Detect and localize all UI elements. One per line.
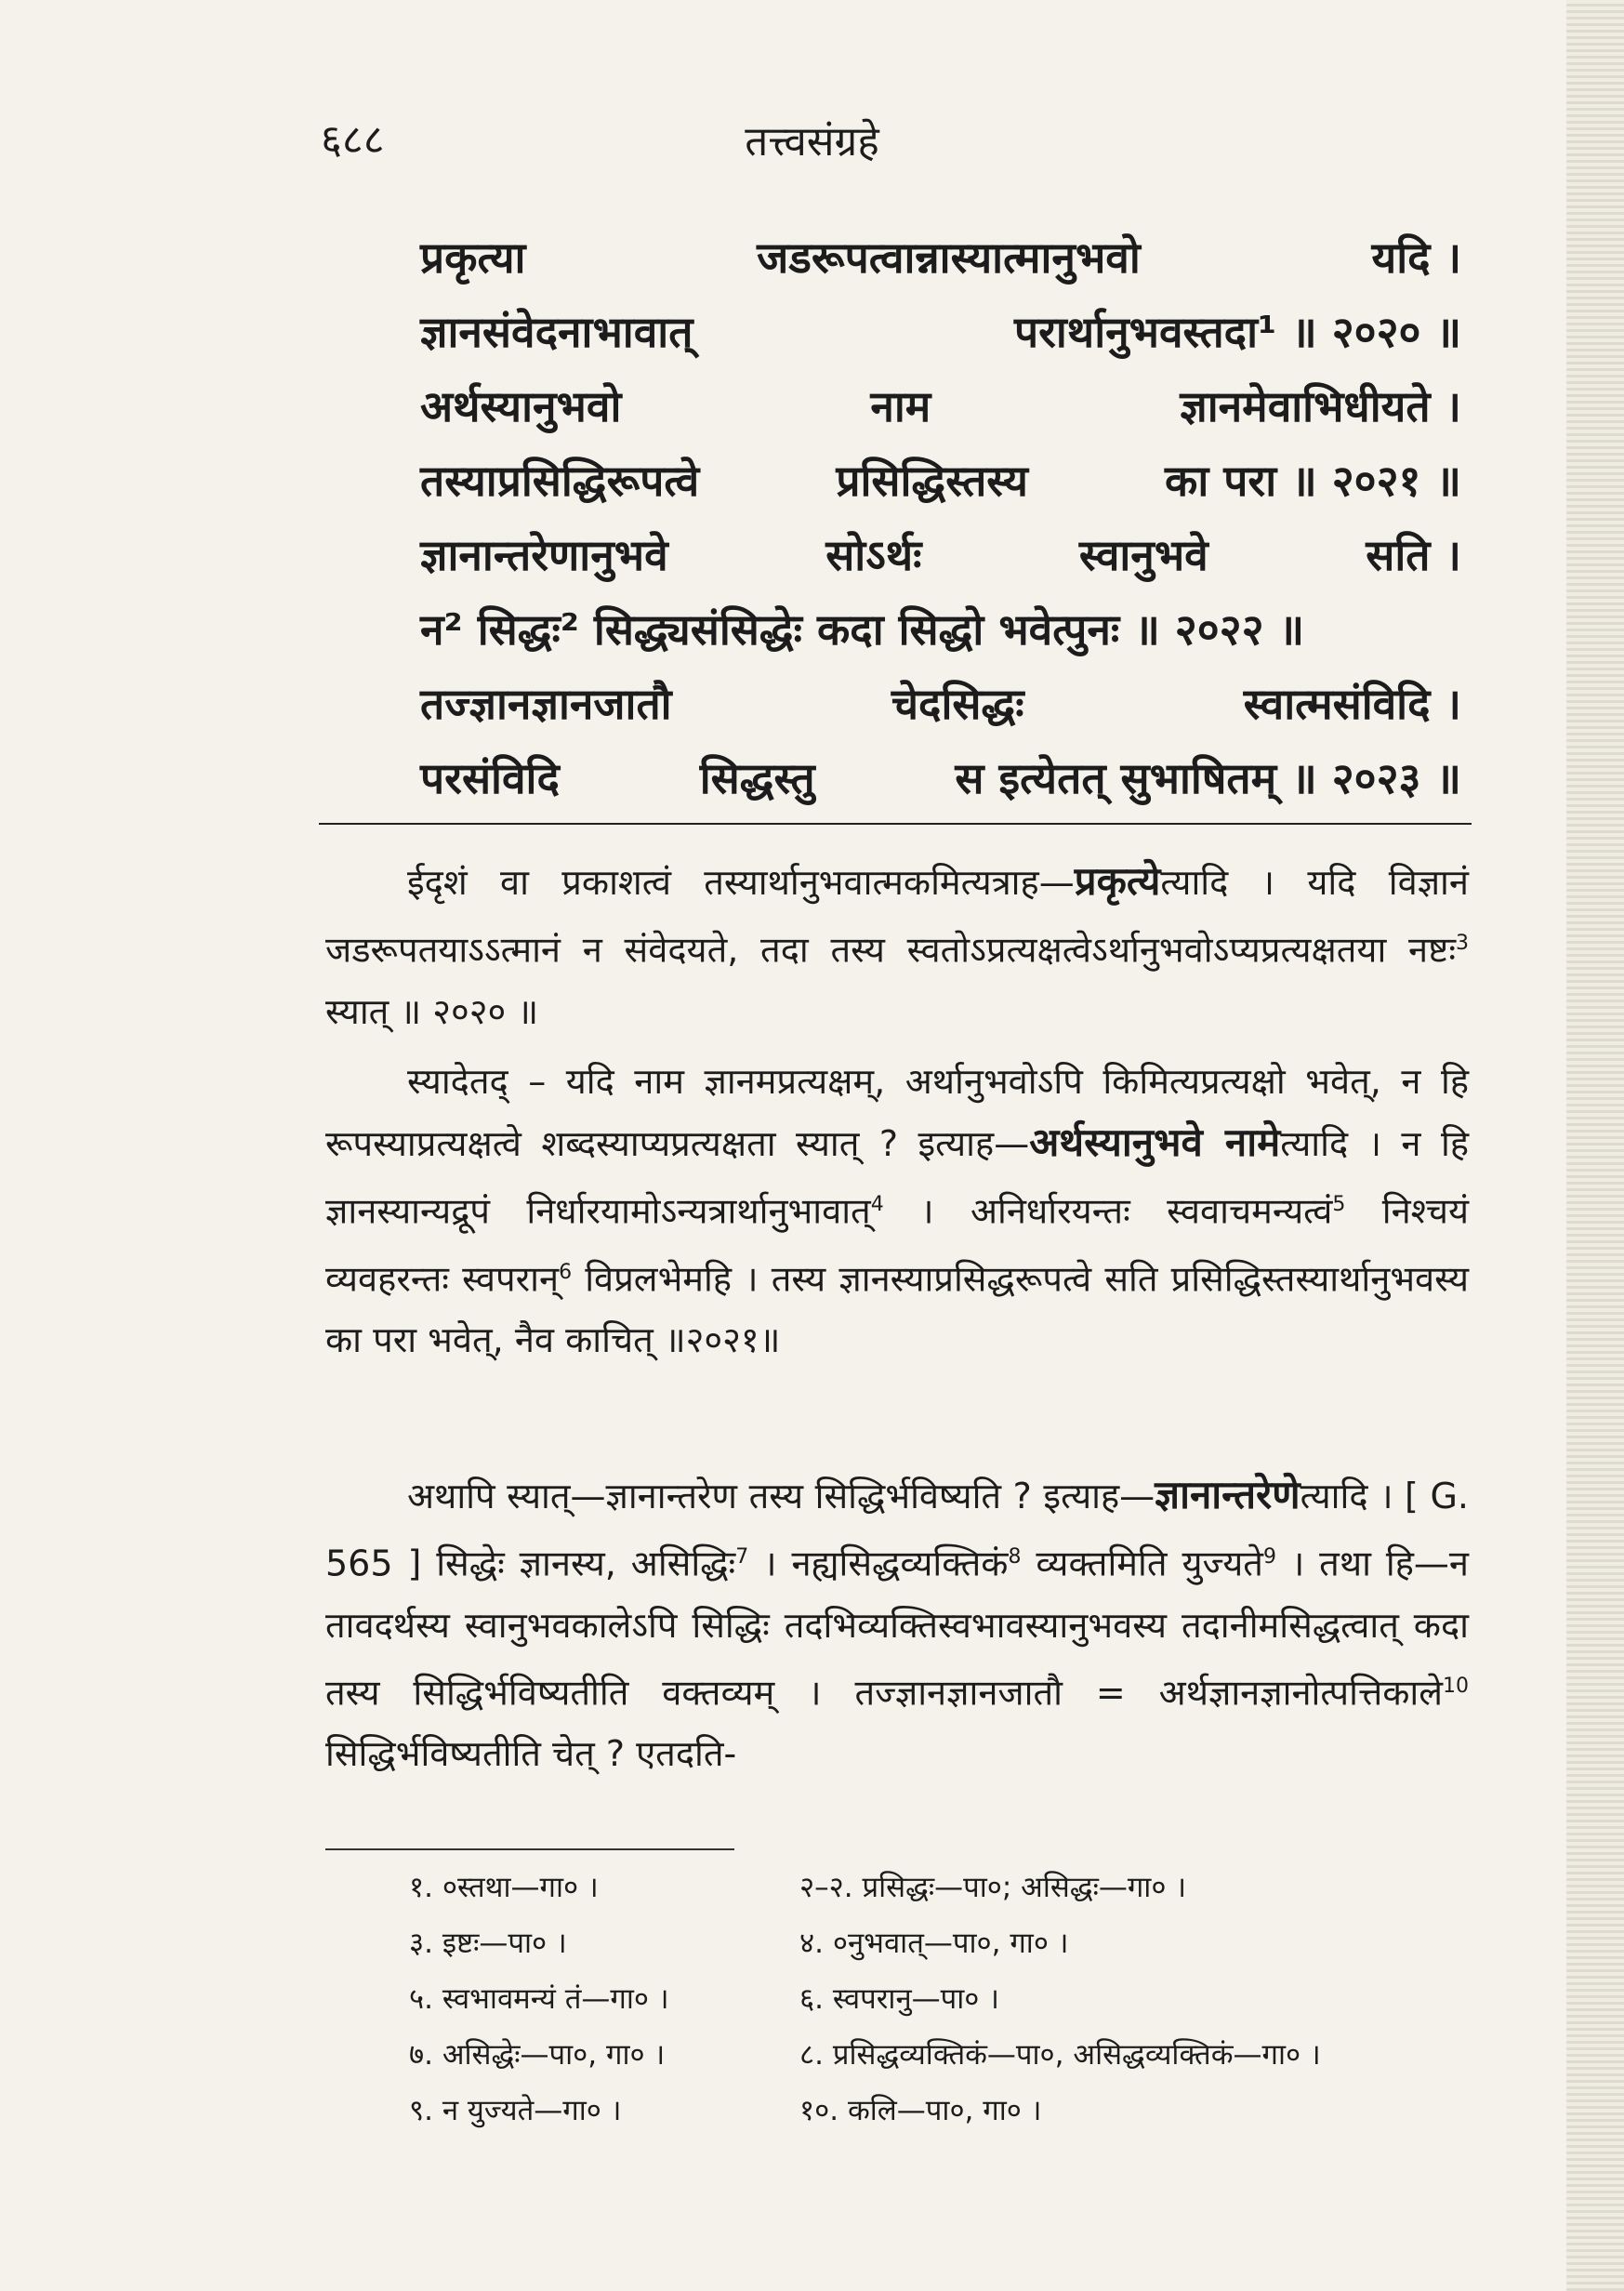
verse-segment: परार्थानुभवस्तदा¹ ॥ २०२० ॥ [1013,307,1461,357]
verse-segment: स इत्येतत् सुभाषितम् ॥ २०२३ ॥ [955,753,1461,803]
verse-segment: यदि । [1371,232,1461,283]
lemma: ज्ञानान्तरेणे [1155,1472,1301,1517]
verse-segment: स्वात्मसंविदि । [1243,679,1461,729]
lemma: प्रकृत्ये [1074,858,1161,904]
footnote: ७. असिद्धेः—पा०, गा० । [409,2038,666,2072]
footnote-ref: 9 [1262,1545,1276,1569]
verse-segment: का परा ॥ २०२१ ॥ [1165,456,1461,506]
commentary-text: निश्चयं व्यवहरन्तः स्वपरान् [325,1190,1470,1300]
commentary-text: स्यात् ॥ २०२० ॥ [325,990,539,1032]
verse-segment: चेदसिद्धः [891,679,1024,729]
footnote-ref: 3 [1456,932,1469,955]
verse-divider [319,823,1472,825]
footnote: ३. इष्टः—पा० । [409,1927,567,1960]
footnote: ९. न युज्यते—गा० । [409,2094,622,2127]
commentary-text: त्यादि । [ G. 565 ] सिद्धेः ज्ञानस्य, असिद्धिः [325,1476,1469,1584]
commentary-paragraph [325,851,1469,1042]
verse-line [420,748,1461,806]
verse-line [420,377,1461,434]
verse-segment: अर्थस्यानुभवो [420,381,622,431]
commentary-paragraph [325,1051,1469,1371]
footnote: ८. प्रसिद्धव्यक्तिकं—पा०, असिद्धव्यक्तिकं—गा० । [799,2038,1321,2072]
verse-line [420,674,1461,732]
commentary-text: विप्रलभेमहि । तस्य ज्ञानस्याप्रसिद्धरूपत्वे सति प्रसिद्धिस्तस्यार्थानुभवस्य का परा भवेत्, नैव काचित् ॥२०२१॥ [325,1258,1469,1361]
verse-segment: ज्ञानमेवाभिधीयते । [1180,381,1461,431]
verse-line [420,600,1461,657]
verse-segment: ज्ञानान्तरेणानुभवे [420,530,668,580]
verse-line [420,228,1461,285]
verse-segment: सिद्धस्तु [699,753,815,803]
footnotes [409,1867,1525,2129]
footnote: २–२. प्रसिद्धः—पा०; असिद्धः—गा० । [799,1871,1187,1904]
commentary-text: व्यक्तमिति युज्यते [1021,1543,1263,1584]
footnote: ५. स्वभावमन्यं तं—गा० । [409,1982,669,2016]
verse-segment: प्रसिद्धिस्तस्य [836,456,1028,506]
footnote-ref: 10 [1443,1674,1469,1698]
footnote: ६. स्वपरानु—पा० । [799,1982,1000,2016]
verse-line [420,525,1461,583]
commentary-text: । अनिर्धारयन्तः स्ववाचमन्यत्वं [883,1190,1333,1232]
verse-segment: नाम [870,381,931,431]
commentary-text: । तथा हि—न तावदर्थस्य स्वानुभवकालेऽपि सिद्धिः तदभिव्यक्तिस्वभावस्यानुभवस्य तदानीमसिद्धत्वात् कदा तस्य सिद्धिर्भविष्यतीति वक्तव्यम् । तज्ज्ञानज्ञानजातौ = अर्थज्ञानज्ञानोत्पत्तिकाले [325,1543,1469,1714]
commentary-paragraph [325,1464,1469,1784]
footnote-ref: 7 [735,1545,749,1569]
footnote-ref: 6 [559,1260,573,1284]
commentary-text: स्यादेतद् – यदि नाम ज्ञानमप्रत्यक्षम्, अर्थानुभवोऽपि किमित्यप्रत्यक्षो भवेत्, न हि रूपस्याप्रत्यक्षत्वे शब्दस्याप्यप्रत्यक्षता स्यात् ? इत्याह— [325,1061,1469,1164]
verse-segment: जडरूपत्वान्नास्यात्मानुभवो [757,232,1141,283]
footnote: ४. ०नुभवात्—पा०, गा० । [799,1927,1069,1960]
verse-segment: सति । [1366,530,1461,580]
commentary-text: अथापि स्यात्—ज्ञानान्तरेण तस्य सिद्धिर्भविष्यति ? इत्याह— [407,1476,1155,1516]
page-number: ६८८ [321,116,385,164]
verse-line [420,302,1461,360]
page-edge-texture [1566,0,1624,2291]
footnote: १. ०स्तथा—गा० । [409,1871,599,1904]
footnote-divider [325,1848,734,1850]
commentary-text: । नह्यसिद्धव्यक्तिकं [748,1543,1009,1584]
verse-line [420,451,1461,509]
footnote-ref: 4 [870,1193,884,1216]
verse-segment: तज्ज्ञानज्ञानजातौ [420,679,672,729]
commentary-text: सिद्धिर्भविष्यतीति चेत् ? एतदति- [325,1733,737,1775]
verse-segment: न² सिद्धः² सिद्ध्यसंसिद्धेः कदा सिद्धो भवेत्पुनः ॥ २०२२ ॥ [420,604,1305,655]
lemma: अर्थस्यानुभवे नामे [1029,1119,1281,1165]
footnote-ref: 5 [1332,1193,1346,1216]
verse-segment: परसंविदि [420,753,560,803]
commentary-text: ईदृशं वा प्रकाशत्वं तस्यार्थानुभवात्मकमित्यत्राह— [407,862,1075,903]
verse-segment: ज्ञानसंवेदनाभावात् [420,307,693,357]
verse-segment: स्वानुभवे [1078,530,1208,580]
commentary-text: त्यादि । यदि विज्ञानं जडरूपतयाऽऽत्मानं न संवेदयते, तदा तस्य स्वतोऽप्रत्यक्षत्वेऽर्थानुभवोऽप्यप्रत्यक्षतया नष्टः [325,862,1469,971]
footnote-ref: 8 [1008,1545,1022,1569]
footnote: १०. कलि—पा०, गा० । [799,2094,1042,2127]
verse-segment: तस्याप्रसिद्धिरूपत्वे [420,456,700,506]
verse-segment: प्रकृत्या [420,232,526,283]
commentary-text: त्यादि । न हि ज्ञानस्यान्यद्रूपं निर्धारयामोऽन्यत्रार्थानुभावात् [325,1123,1469,1232]
verse-segment: सोऽर्थः [825,530,922,580]
running-head: तत्त्वसंग्रहे [745,118,879,166]
